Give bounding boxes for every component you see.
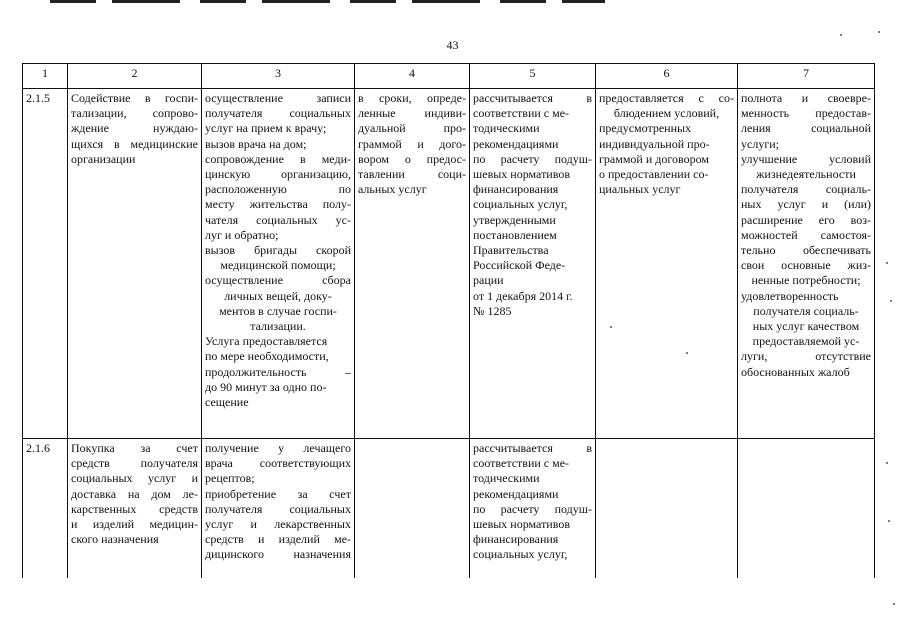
table-row xyxy=(23,89,875,439)
tariff-cell xyxy=(470,89,596,439)
text-line: свои основные жиз- xyxy=(741,258,871,273)
text-line: предоставляется с со- xyxy=(599,91,734,105)
text-line: Покупка за счет xyxy=(71,441,198,455)
text-line: карственных средств xyxy=(71,501,198,516)
row-code: 2.1.5 xyxy=(23,89,68,439)
text-line: рекомендациями xyxy=(473,486,559,501)
text-line: получателя социальных xyxy=(205,501,351,516)
text-line: расположенную по xyxy=(205,182,351,197)
text-line: менность предостав- xyxy=(741,106,871,121)
text-line: по мере необходимости, xyxy=(205,349,329,364)
text-line: жизнедеятельности xyxy=(756,167,856,182)
text-line: рецептов; xyxy=(205,471,255,486)
row-code: 2.1.6 xyxy=(23,439,68,579)
text-line: предоставляемой ус- xyxy=(752,334,860,349)
text-line: чателя социальных ус- xyxy=(205,212,351,227)
text-line: до 90 минут за одно по- xyxy=(205,379,327,394)
text-line: обоснованных жалоб xyxy=(741,364,850,379)
text-line: социальных услуг, xyxy=(473,547,568,562)
text-line: по расчету подуш- xyxy=(473,151,592,166)
text-line: продолжительность – xyxy=(205,364,351,379)
text-line: улучшение условий xyxy=(741,151,871,166)
text-line: личных вещей, доку- xyxy=(224,288,332,303)
text-line: тодическими xyxy=(473,471,540,486)
text-line: шевых нормативов xyxy=(473,167,570,182)
header-cell-2: 2 xyxy=(68,64,202,89)
services-table xyxy=(22,63,875,578)
text-line: тализации. xyxy=(250,319,306,334)
service-terms-cell xyxy=(355,89,470,439)
text-line: можностей самостоя- xyxy=(741,227,871,242)
text-line: соответствии с ме- xyxy=(473,106,570,121)
text-line: щихся в медицинские xyxy=(71,136,198,151)
text-line: рации xyxy=(473,273,504,288)
text-line: финансирования xyxy=(473,182,559,197)
header-cell-5: 5 xyxy=(470,64,596,89)
text-line: средств получателя xyxy=(71,456,198,471)
text-line: услуг и лекарственных xyxy=(205,517,351,532)
text-line: вызов врача на дом; xyxy=(205,136,307,151)
text-line: ных услуг качеством xyxy=(752,319,860,334)
text-line: луги, отсутствие xyxy=(741,349,871,364)
text-line: циальных услуг xyxy=(599,182,681,197)
text-line: социальных услуг, xyxy=(473,197,568,212)
text-line: медицинской помощи; xyxy=(220,258,336,273)
text-line: дуальной про- xyxy=(358,121,466,136)
text-line: расширение его воз- xyxy=(741,212,871,227)
text-line: ского назначения xyxy=(71,532,159,547)
tariff-cell xyxy=(470,439,596,579)
header-cell-3: 3 xyxy=(202,64,355,89)
text-line: получателя социаль- xyxy=(753,303,859,318)
service-content-cell xyxy=(202,89,355,439)
text-line: сещение xyxy=(205,395,249,410)
header-cell-6: 6 xyxy=(596,64,738,89)
text-line: получателя социаль- xyxy=(741,182,871,197)
text-line: ненные потребности; xyxy=(751,273,861,288)
text-line: луг и обратно; xyxy=(205,227,279,242)
text-line: дицинского назначения xyxy=(205,547,351,562)
text-line: блюдением условий, xyxy=(613,106,720,121)
text-line: осуществление сбора xyxy=(205,273,351,288)
text-line: финансирования xyxy=(473,532,559,547)
text-line: тодическими xyxy=(473,121,540,136)
text-line: рассчитывается в xyxy=(473,91,592,105)
text-line: индивидуальной про- xyxy=(599,136,710,151)
service-name-cell xyxy=(68,439,202,579)
text-line: социальных услуг и xyxy=(71,471,198,486)
text-line: цинскую организацию, xyxy=(205,167,351,182)
text-line: ждение нуждаю- xyxy=(71,121,198,136)
text-line: удовлетворенность xyxy=(741,288,839,303)
text-line: услуги; xyxy=(741,136,779,151)
service-content-cell xyxy=(202,439,355,579)
service-terms-cell xyxy=(355,439,470,579)
text-line: предусмотренных xyxy=(599,121,692,136)
text-line: ления социальной xyxy=(741,121,871,136)
text-line: тализации, сопрово- xyxy=(71,106,198,121)
table-row xyxy=(23,439,875,579)
text-line: осуществление записи xyxy=(205,91,351,105)
text-line: услуг на прием к врачу; xyxy=(205,121,327,136)
text-line: по расчету подуш- xyxy=(473,501,592,516)
text-line: тельно обеспечивать xyxy=(741,243,871,258)
header-row xyxy=(23,64,875,89)
conditions-cell xyxy=(596,439,738,579)
text-line: рассчитывается в xyxy=(473,441,592,455)
header-cell-1: 1 xyxy=(23,64,68,89)
text-line: от 1 декабря 2014 г. xyxy=(473,288,573,303)
service-name-cell xyxy=(68,89,202,439)
text-line: месту жительства полу- xyxy=(205,197,351,212)
text-line: соответствии с ме- xyxy=(473,456,570,471)
text-line: полнота и своевре- xyxy=(741,91,871,105)
text-line: рекомендациями xyxy=(473,136,559,151)
text-line: получателя социальных xyxy=(205,106,351,121)
text-line: тавлении соци- xyxy=(358,167,466,182)
text-line: организации xyxy=(71,151,136,166)
text-line: получение у лечащего xyxy=(205,441,351,455)
text-line: шевых нормативов xyxy=(473,517,570,532)
text-line: сопровождение в меди- xyxy=(205,151,351,166)
text-line: ментов в случае госпи- xyxy=(219,303,337,318)
text-line: и изделий медицин- xyxy=(71,517,198,532)
text-line: постановлением xyxy=(473,227,557,242)
text-line: вором о предос- xyxy=(358,151,466,166)
text-line: № 1285 xyxy=(473,303,512,318)
header-cell-4: 4 xyxy=(355,64,470,89)
text-line: в сроки, опреде- xyxy=(358,91,466,105)
text-line: ных услуг и (или) xyxy=(741,197,871,212)
text-line: Российской Феде- xyxy=(473,258,566,273)
text-line: ленные индиви- xyxy=(358,106,466,121)
page-number: 43 xyxy=(446,38,459,52)
text-line: врача соответствующих xyxy=(205,456,351,471)
quality-indicators-cell xyxy=(738,89,875,439)
quality-indicators-cell xyxy=(738,439,875,579)
text-line: вызов бригады скорой xyxy=(205,243,351,258)
conditions-cell xyxy=(596,89,738,439)
text-line: утвержденными xyxy=(473,212,556,227)
text-line: о предоставлении со- xyxy=(599,167,709,182)
text-line: Содействие в госпи- xyxy=(71,91,198,105)
text-line: Услуга предоставляется xyxy=(205,334,328,349)
text-line: Правительства xyxy=(473,243,549,258)
text-line: доставка на дом ле- xyxy=(71,486,198,501)
text-line: альных услуг xyxy=(358,182,427,197)
text-line: граммой и дого- xyxy=(358,136,466,151)
text-line: граммой и договором xyxy=(599,151,709,166)
text-line: средств и изделий ме- xyxy=(205,532,351,547)
text-line: приобретение за счет xyxy=(205,486,351,501)
header-cell-7: 7 xyxy=(738,64,875,89)
scan-edge-artifact xyxy=(50,0,605,3)
